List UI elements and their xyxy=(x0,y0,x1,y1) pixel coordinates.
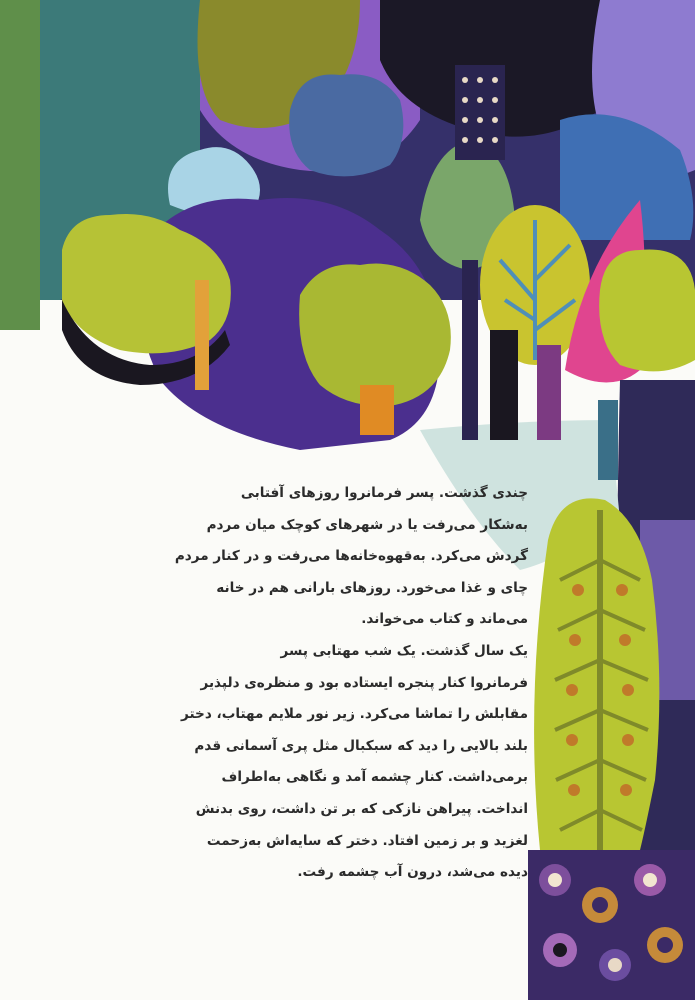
stalk-5 xyxy=(360,385,394,435)
story-line: انداخت. پیراهن نازکی که بر تن داشت، روی بدنش xyxy=(195,800,528,817)
story-line: مقابلش را تماشا می‌کرد. زیر نور ملایم مهتاب، دختر xyxy=(181,706,528,723)
leaf-tree xyxy=(534,498,659,850)
lime-bush-right xyxy=(599,250,695,372)
story-line: فرمانروا کنار پنجره ایستاده بود و منظره‌ی دلپذیر xyxy=(200,674,528,691)
stalk-3 xyxy=(537,345,561,440)
stalk-6 xyxy=(598,400,618,480)
stalk-1 xyxy=(462,260,478,440)
story-line: برمی‌داشت. کنار چشمه آمد و نگاهی به‌اطراف xyxy=(221,769,528,786)
story-line: می‌ماند و کتاب می‌خواند. xyxy=(361,611,528,628)
slate-tree xyxy=(289,74,403,176)
story-line: گردش می‌کرد. به‌قهوه‌خانه‌ها می‌رفت و در کنار مردم xyxy=(174,548,528,565)
story-line: چندی گذشت. پسر فرمانروا روزهای آفتابی xyxy=(240,485,528,501)
story-line: به‌شکار می‌رفت یا در شهرهای کوچک میان مردم xyxy=(206,516,528,533)
canopy-left-green xyxy=(0,0,40,330)
story-line: لغزید و بر زمین افتاد. دختر که سایه‌اش به‌زحمت xyxy=(206,832,528,849)
stalk-4 xyxy=(195,280,209,390)
story-line: یک سال گذشت. یک شب مهتابی پسر xyxy=(280,642,528,659)
story-text xyxy=(174,478,528,889)
stalk-2 xyxy=(490,330,518,440)
story-line: بلند بالایی را دید که سبکبال مثل پری آسمانی قدم xyxy=(194,737,528,754)
lime-bush-middle xyxy=(299,264,451,406)
story-line: دیده می‌شد، درون آب چشمه رفت. xyxy=(297,864,528,881)
story-line: چای و غذا می‌خورد. روزهای بارانی هم در خانه xyxy=(216,579,528,596)
